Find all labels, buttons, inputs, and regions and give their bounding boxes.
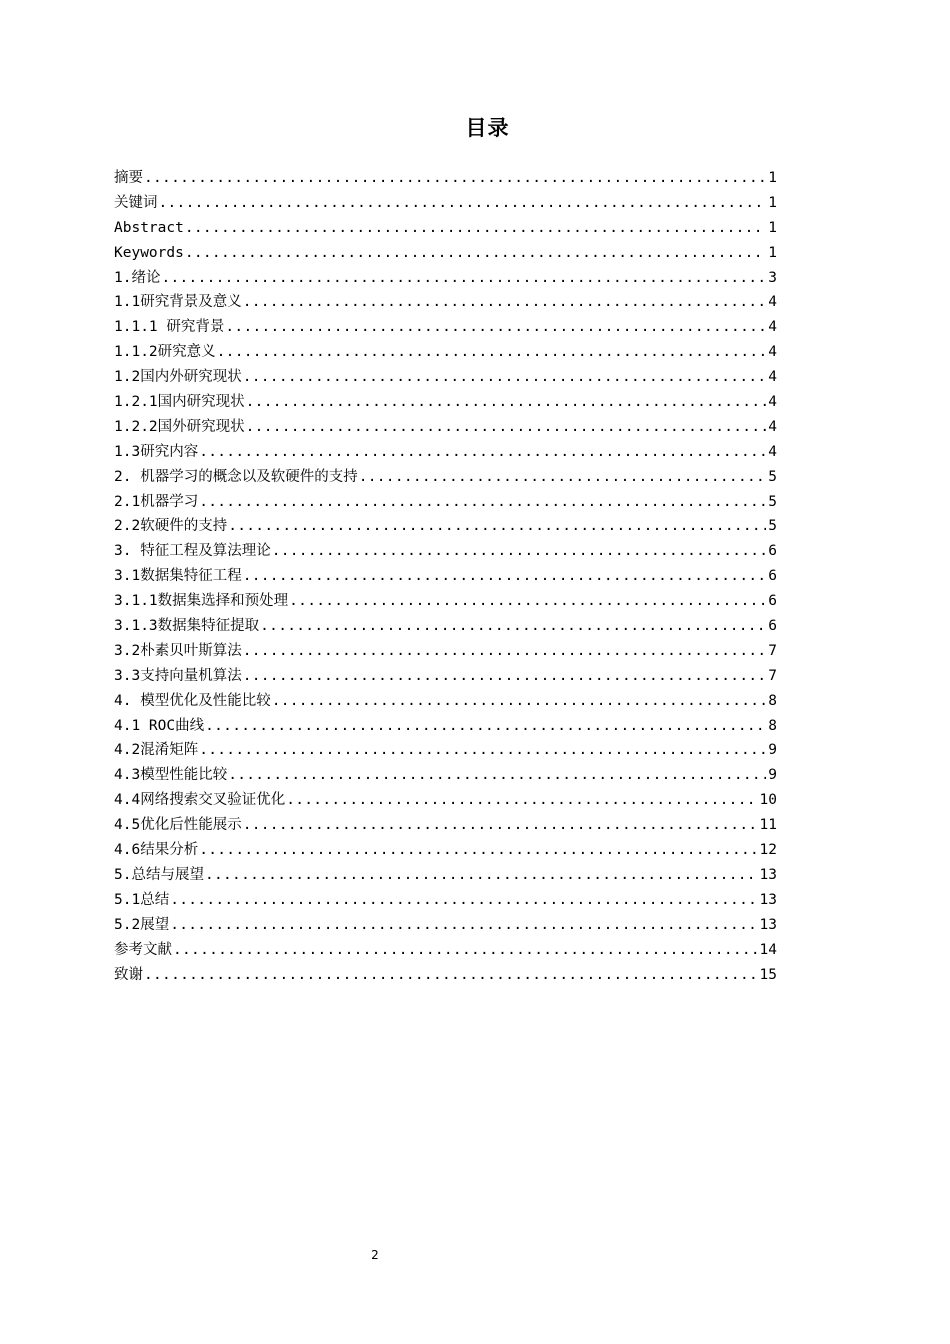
toc-entry-page: 6 (768, 593, 777, 610)
toc-entry-label: 4. 模型优化及性能比较 (114, 692, 271, 709)
toc-leader-dots (199, 838, 757, 863)
toc-leader-dots (217, 340, 767, 365)
toc-entry-label: 3.1.3数据集特征提取 (114, 618, 260, 635)
toc-entry-page: 4 (768, 443, 777, 460)
toc-entry-page: 13 (759, 891, 777, 908)
toc-entry-page: 4 (768, 294, 777, 311)
toc-leader-dots (185, 216, 766, 241)
toc-entry-label: 摘要 (114, 170, 143, 186)
toc-entry[interactable] (114, 614, 777, 639)
toc-leader-dots (243, 564, 767, 589)
toc-entry-page: 7 (768, 642, 777, 659)
toc-entry-label: 1.2国内外研究现状 (114, 369, 242, 386)
toc-entry[interactable] (114, 938, 777, 963)
toc-entry-label: 2.1机器学习 (114, 493, 199, 510)
toc-entry[interactable] (114, 340, 777, 365)
toc-entry[interactable] (114, 714, 777, 739)
toc-entry-label: 1.绪论 (114, 269, 161, 286)
toc-entry-label: 4.1 ROC曲线 (114, 717, 205, 734)
toc-entry[interactable] (114, 788, 777, 813)
toc-leader-dots (243, 290, 767, 315)
toc-entry[interactable] (114, 913, 777, 938)
toc-entry-page: 1 (768, 170, 777, 186)
toc-leader-dots (225, 315, 766, 340)
toc-entry-label: 5.2展望 (114, 916, 170, 933)
toc-leader-dots (243, 639, 767, 664)
toc-leader-dots (199, 440, 766, 465)
toc-leader-dots (205, 714, 766, 739)
toc-entry[interactable] (114, 589, 777, 614)
toc-entry-label: 3.1.1数据集选择和预处理 (114, 593, 289, 610)
toc-entry-label: 致谢 (114, 966, 143, 983)
page-number: 2 (371, 1248, 379, 1262)
toc-entry-label: 4.5优化后性能展示 (114, 817, 242, 834)
toc-entry-page: 14 (759, 941, 777, 958)
toc-entry-label: 参考文献 (114, 941, 172, 958)
toc-leader-dots (243, 365, 767, 390)
toc-leader-dots (246, 415, 767, 440)
toc-entry-page: 4 (768, 344, 777, 361)
toc-leader-dots (144, 963, 758, 988)
toc-entry[interactable] (114, 390, 777, 415)
toc-entry-label: 4.3模型性能比较 (114, 767, 228, 784)
toc-leader-dots (185, 241, 766, 266)
toc-entry-page: 6 (768, 543, 777, 560)
toc-leader-dots (272, 539, 767, 564)
toc-entry-page: 4 (768, 418, 777, 435)
toc-entry-label: 1.1.1 研究背景 (114, 319, 225, 336)
toc-entry-page: 6 (768, 618, 777, 635)
toc-entry[interactable] (114, 465, 777, 490)
toc-entry[interactable] (114, 539, 777, 564)
toc-entry-page: 7 (768, 667, 777, 684)
toc-entry-page: 12 (759, 842, 777, 859)
toc-list (114, 166, 777, 987)
toc-entry-page: 5 (768, 518, 777, 535)
toc-entry[interactable] (114, 888, 777, 913)
toc-entry[interactable] (114, 166, 777, 191)
toc-entry-page: 8 (768, 692, 777, 709)
toc-entry-label: 1.1研究背景及意义 (114, 294, 242, 311)
toc-leader-dots (289, 589, 766, 614)
toc-leader-dots (144, 166, 766, 191)
toc-entry-label: 5.1总结 (114, 891, 170, 908)
toc-entry-label: 5.总结与展望 (114, 866, 204, 883)
toc-leader-dots (228, 763, 766, 788)
toc-entry-page: 10 (759, 792, 777, 809)
toc-entry[interactable] (114, 216, 777, 241)
toc-leader-dots (199, 490, 766, 515)
toc-leader-dots (228, 514, 766, 539)
toc-title: 目录 (465, 116, 510, 140)
toc-entry-page: 13 (759, 916, 777, 933)
toc-entry[interactable] (114, 763, 777, 788)
toc-entry-page: 5 (768, 493, 777, 510)
toc-entry-page: 8 (768, 717, 777, 734)
toc-entry[interactable] (114, 564, 777, 589)
toc-entry-label: 4.6结果分析 (114, 842, 199, 859)
toc-entry-label: 1.2.1国内研究现状 (114, 394, 245, 411)
toc-entry-page: 4 (768, 394, 777, 411)
toc-entry[interactable] (114, 639, 777, 664)
toc-entry-page: 15 (759, 966, 777, 983)
toc-leader-dots (199, 738, 766, 763)
toc-leader-dots (161, 266, 766, 291)
toc-entry-page: 11 (759, 817, 777, 834)
toc-entry-label: 3.3支持向量机算法 (114, 667, 242, 684)
toc-entry-page: 4 (768, 369, 777, 386)
toc-entry[interactable] (114, 689, 777, 714)
toc-leader-dots (205, 863, 758, 888)
toc-leader-dots (170, 913, 757, 938)
toc-leader-dots (173, 938, 758, 963)
toc-entry-label: 1.2.2国外研究现状 (114, 418, 245, 435)
toc-entry-page: 9 (768, 767, 777, 784)
toc-entry-page: 1 (768, 219, 777, 236)
toc-entry-label: 1.1.2研究意义 (114, 344, 216, 361)
toc-leader-dots (243, 813, 758, 838)
toc-leader-dots (286, 788, 757, 813)
toc-entry-page: 1 (768, 244, 777, 261)
toc-entry-label: 关键词 (114, 194, 158, 211)
toc-entry[interactable] (114, 290, 777, 315)
toc-entry[interactable] (114, 738, 777, 763)
toc-entry-label: 3.1数据集特征工程 (114, 568, 242, 585)
toc-entry-label: 1.3研究内容 (114, 443, 199, 460)
toc-entry[interactable] (114, 490, 777, 515)
toc-leader-dots (170, 888, 757, 913)
toc-entry[interactable] (114, 365, 777, 390)
toc-entry-page: 6 (768, 568, 777, 585)
toc-entry[interactable] (114, 241, 777, 266)
toc-entry-page: 4 (768, 319, 777, 336)
toc-leader-dots (359, 465, 767, 490)
toc-entry[interactable] (114, 315, 777, 340)
toc-leader-dots (243, 664, 767, 689)
toc-entry-label: 4.2混淆矩阵 (114, 742, 199, 759)
toc-entry-label: 3.2朴素贝叶斯算法 (114, 642, 242, 659)
toc-entry[interactable] (114, 266, 777, 291)
toc-entry-page: 13 (759, 866, 777, 883)
toc-entry[interactable] (114, 191, 777, 216)
toc-entry-page: 1 (768, 194, 777, 211)
toc-entry-page: 9 (768, 742, 777, 759)
toc-entry-label: 2. 机器学习的概念以及软硬件的支持 (114, 468, 358, 485)
toc-entry-label: 3. 特征工程及算法理论 (114, 543, 271, 560)
toc-entry[interactable] (114, 963, 777, 988)
toc-entry[interactable] (114, 863, 777, 888)
toc-entry-label: Keywords (114, 244, 184, 261)
toc-leader-dots (159, 191, 767, 216)
toc-entry-page: 3 (768, 269, 777, 286)
toc-entry[interactable] (114, 838, 777, 863)
toc-entry-label: 4.4网络搜索交叉验证优化 (114, 792, 286, 809)
toc-entry-label: Abstract (114, 219, 184, 236)
toc-leader-dots (272, 689, 767, 714)
toc-leader-dots (260, 614, 766, 639)
toc-entry[interactable] (114, 664, 777, 689)
toc-entry-page: 5 (768, 468, 777, 485)
toc-entry[interactable] (114, 514, 777, 539)
toc-entry[interactable] (114, 440, 777, 465)
toc-entry-label: 2.2软硬件的支持 (114, 518, 228, 535)
toc-entry[interactable] (114, 813, 777, 838)
toc-entry[interactable] (114, 415, 777, 440)
toc-leader-dots (246, 390, 767, 415)
